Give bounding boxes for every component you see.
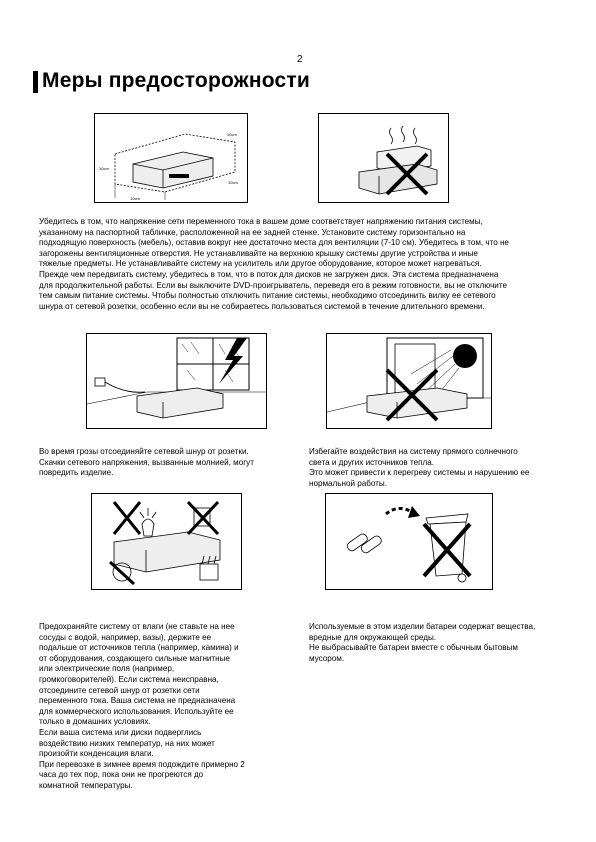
- svg-text:10cm: 10cm: [99, 166, 109, 171]
- svg-text:10cm: 10cm: [227, 132, 237, 137]
- intro-paragraph: Убедитесь в том, что напряжение сети переменного тока в вашем доме соответствует напряжению питания системы, указанному на паспортной табличке, расположенной на ее задней стенке. Установите систему горизонтально на подходящую поверхность (мебель), оставив вокруг нее достаточно места для вентиляции (7-10 см). Убедитесь в том, что не загорожены вентиляционные отверстия. Не устанавливайте на верхнюю крышку системы другие устройства и иные тяжелые предметы. Не устанавливайте систему на усилитель или другое оборудование, которое может нагреваться. Прежде чем передвигать систему, убедитесь в том, что в поток для дисков не загружен диск. Эта система предназначена для продолжительной работы. Если вы выключите DVD-проигрыватель, переведя его в режим готовности, вы не отключите тем самым питание системы. Чтобы полностью отключить питание системы, необходимо отсоединить вилку ее сетевого шнура от сетевой розетки, особенно если вы не собираетесь пользоваться системой в течение длительного времени.: [39, 217, 509, 311]
- moisture-heat-magnetic-illustration: [91, 493, 242, 590]
- lightning-storm-illustration: [86, 333, 267, 429]
- battery-disposal-illustration: [325, 493, 493, 590]
- ventilation-clearance-illustration: [94, 113, 248, 203]
- sunlight-paragraph: Избегайте воздействия на систему прямого солнечного света и других источников тепла. Это может привести к перегреву системы и нарушению ее нормальной работы.: [309, 447, 530, 488]
- page-number: 2: [297, 54, 303, 65]
- page-title: Меры предосторожности: [42, 69, 310, 92]
- direct-sunlight-illustration: [326, 333, 492, 429]
- no-stacking-illustration: [318, 113, 449, 203]
- title-accent-bar: [33, 71, 38, 93]
- storm-paragraph: Во время грозы отсоединяйте сетевой шнур от розетки. Скачки сетевого напряжения, вызванные молнией, могут повредить изделие.: [39, 447, 254, 478]
- moisture-paragraph: Предохраняйте систему от влаги (не ставьте на нее сосуды с водой, например, вазы), держите ее подальше от источников тепла (например, камина) и от оборудования, создающего сильные магнитные или электрические поля (например, громкоговорителей). Если система неисправна, отсоедините сетевой шнур от розетки сети переменного тока. Ваша система не предназначена для коммерческого использования. Используйте ее только в домашних условиях. Если ваша система или диски подверглись воздействию низких температур, на них может произойти конденсация влаги. При перевозке в зимнее время подождите примерно 2 часа до тех пор, пока они не прогреются до комнатной температуры.: [39, 622, 245, 790]
- svg-text:10cm: 10cm: [130, 196, 140, 201]
- svg-text:10cm: 10cm: [228, 180, 238, 185]
- batteries-paragraph: Используемые в этом изделии батареи содержат вещества, вредные для окружающей среды. Не выбрасывайте батареи вместе с обычным бытовым мусором.: [309, 622, 536, 663]
